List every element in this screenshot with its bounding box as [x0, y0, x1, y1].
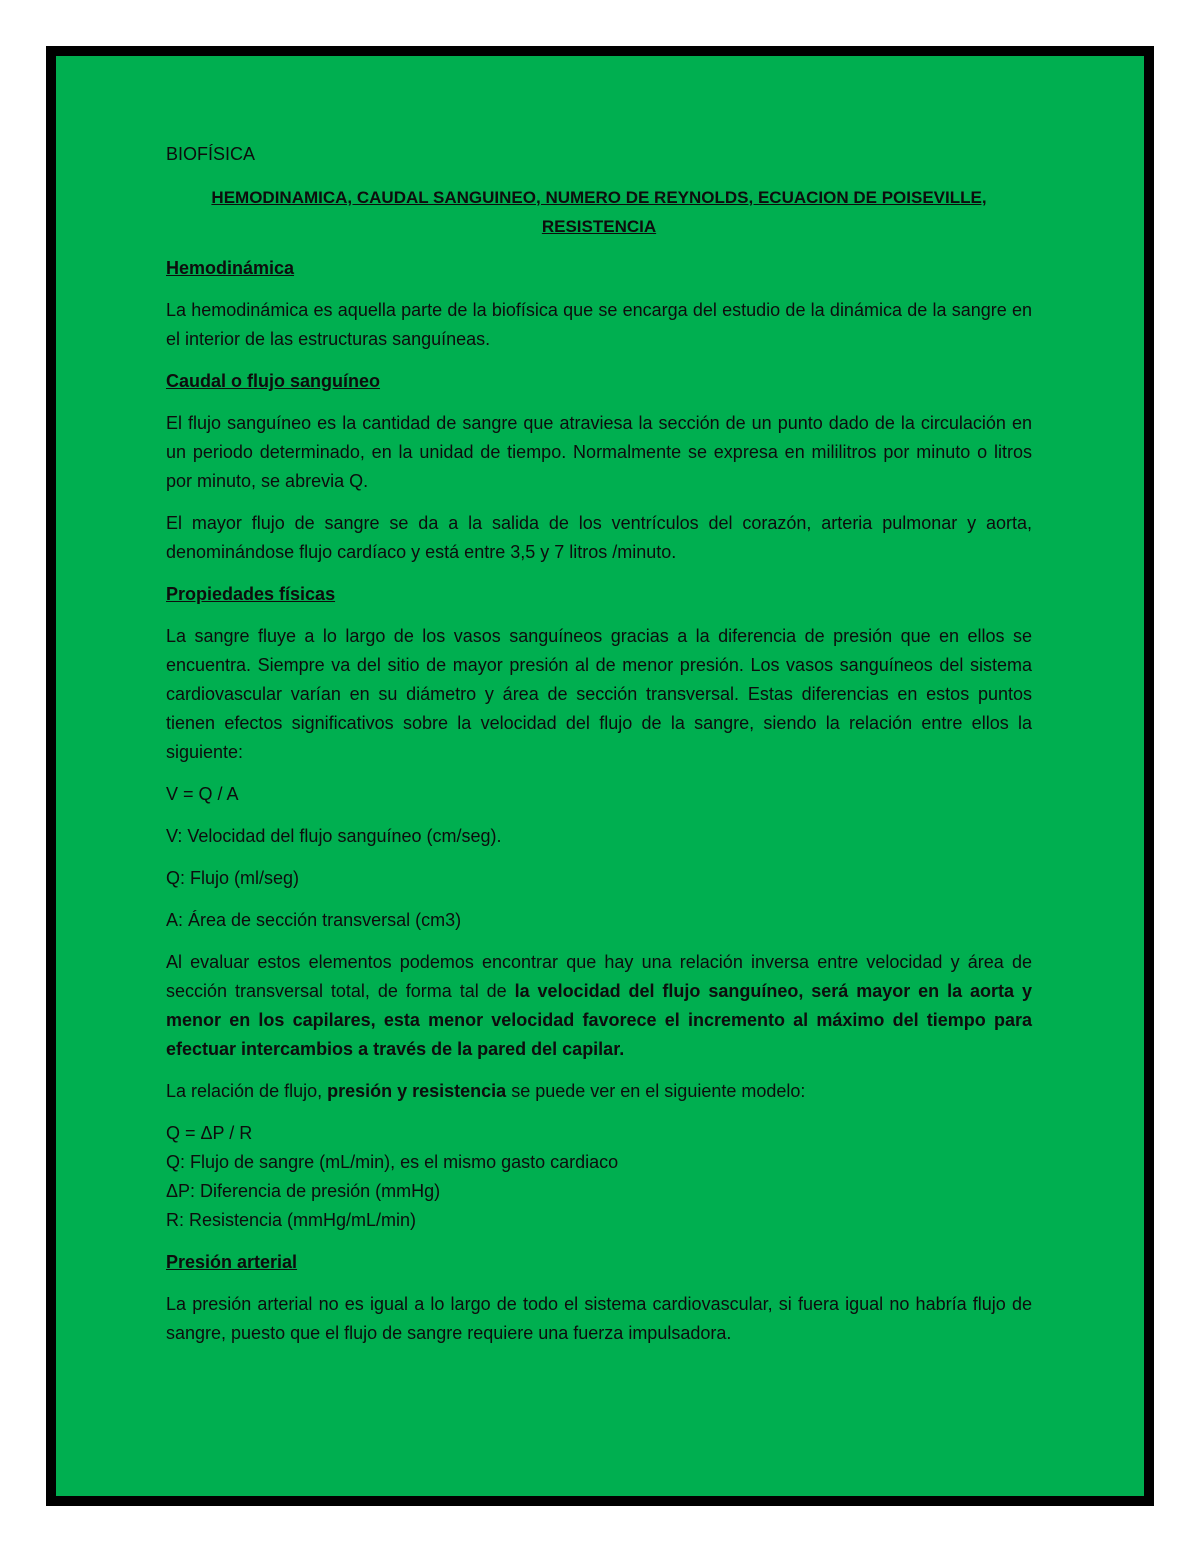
- definition-v: V: Velocidad del flujo sanguíneo (cm/seg).: [166, 826, 502, 846]
- document-content: [166, 140, 1032, 1361]
- heading-hemodinamica: Hemodinámica: [166, 258, 295, 278]
- heading-propiedades: Propiedades físicas: [166, 584, 336, 604]
- model-definitions: [166, 1119, 1032, 1235]
- paragraph-propiedades-3: [166, 1077, 1032, 1106]
- paragraph-caudal-2: El mayor flujo de sangre se da a la salida de los ventrículos del corazón, arteria pulmonar y aorta, denominándose flujo cardíaco y está entre 3,5 y 7 litros /minuto.: [166, 513, 1032, 562]
- paragraph-propiedades-3-post: se puede ver en el siguiente modelo:: [506, 1081, 806, 1101]
- document-title-line-1: HEMODINAMICA, CAUDAL SANGUINEO, NUMERO DE REYNOLDS, ECUACION DE POISEVILLE,: [211, 188, 987, 207]
- document-title-line-2: RESISTENCIA: [541, 217, 657, 236]
- model-definition-q: Q: Flujo de sangre (mL/min), es el mismo gasto cardiaco: [166, 1152, 619, 1172]
- paragraph-propiedades-2-bold: la velocidad del flujo sanguíneo, será mayor en la aorta y menor en los capilares, esta menor velocidad favorece el incremento al máximo del tiempo para efectuar intercambios a través de la pared del capilar.: [166, 981, 1032, 1059]
- heading-presion: Presión arterial: [166, 1252, 298, 1272]
- paragraph-propiedades-1: La sangre fluye a lo largo de los vasos sanguíneos gracias a la diferencia de presión que en ellos se encuentra. Siempre va del sitio de mayor presión al de menor presión. Los vasos sanguíneos del sistema cardiovascular varían en su diámetro y área de sección transversal. Estas diferencias en estos puntos tienen efectos significativos sobre la velocidad del flujo de la sangre, siendo la relación entre ellos la siguiente:: [166, 626, 1032, 762]
- heading-caudal: Caudal o flujo sanguíneo: [166, 371, 381, 391]
- model-definition-dp: ΔP: Diferencia de presión (mmHg): [166, 1181, 441, 1201]
- paragraph-propiedades-3-pre: La relación de flujo,: [166, 1081, 328, 1101]
- paragraph-caudal-1: El flujo sanguíneo es la cantidad de sangre que atraviesa la sección de un punto dado de la circulación en un periodo determinado, en la unidad de tiempo. Normalmente se expresa en mililitros por minuto o litros por minuto, se abrevia Q.: [166, 413, 1032, 491]
- model-definition-r: R: Resistencia (mmHg/mL/min): [166, 1210, 417, 1230]
- definition-q: Q: Flujo (ml/seg): [166, 868, 300, 888]
- paragraph-propiedades-2-normal: Al evaluar estos elementos podemos encontrar que hay una relación inversa entre velocidad y área de sección transversal total, de forma tal de: [166, 952, 1032, 1001]
- document-title: [166, 183, 1032, 241]
- paragraph-propiedades-2: [166, 948, 1032, 1064]
- course-label: BIOFÍSICA: [166, 144, 256, 164]
- paragraph-hemodinamica: La hemodinámica es aquella parte de la biofísica que se encarga del estudio de la dinámica de la sangre en el interior de las estructuras sanguíneas.: [166, 300, 1032, 349]
- definition-a: A: Área de sección transversal (cm3): [166, 910, 462, 930]
- formula-flow-model: Q = ΔP / R: [166, 1123, 253, 1143]
- paragraph-presion: La presión arterial no es igual a lo largo de todo el sistema cardiovascular, si fuera igual no habría flujo de sangre, puesto que el flujo de sangre requiere una fuerza impulsadora.: [166, 1294, 1032, 1343]
- paragraph-propiedades-3-bold: presión y resistencia: [327, 1081, 507, 1101]
- formula-velocity: V = Q / A: [166, 784, 239, 804]
